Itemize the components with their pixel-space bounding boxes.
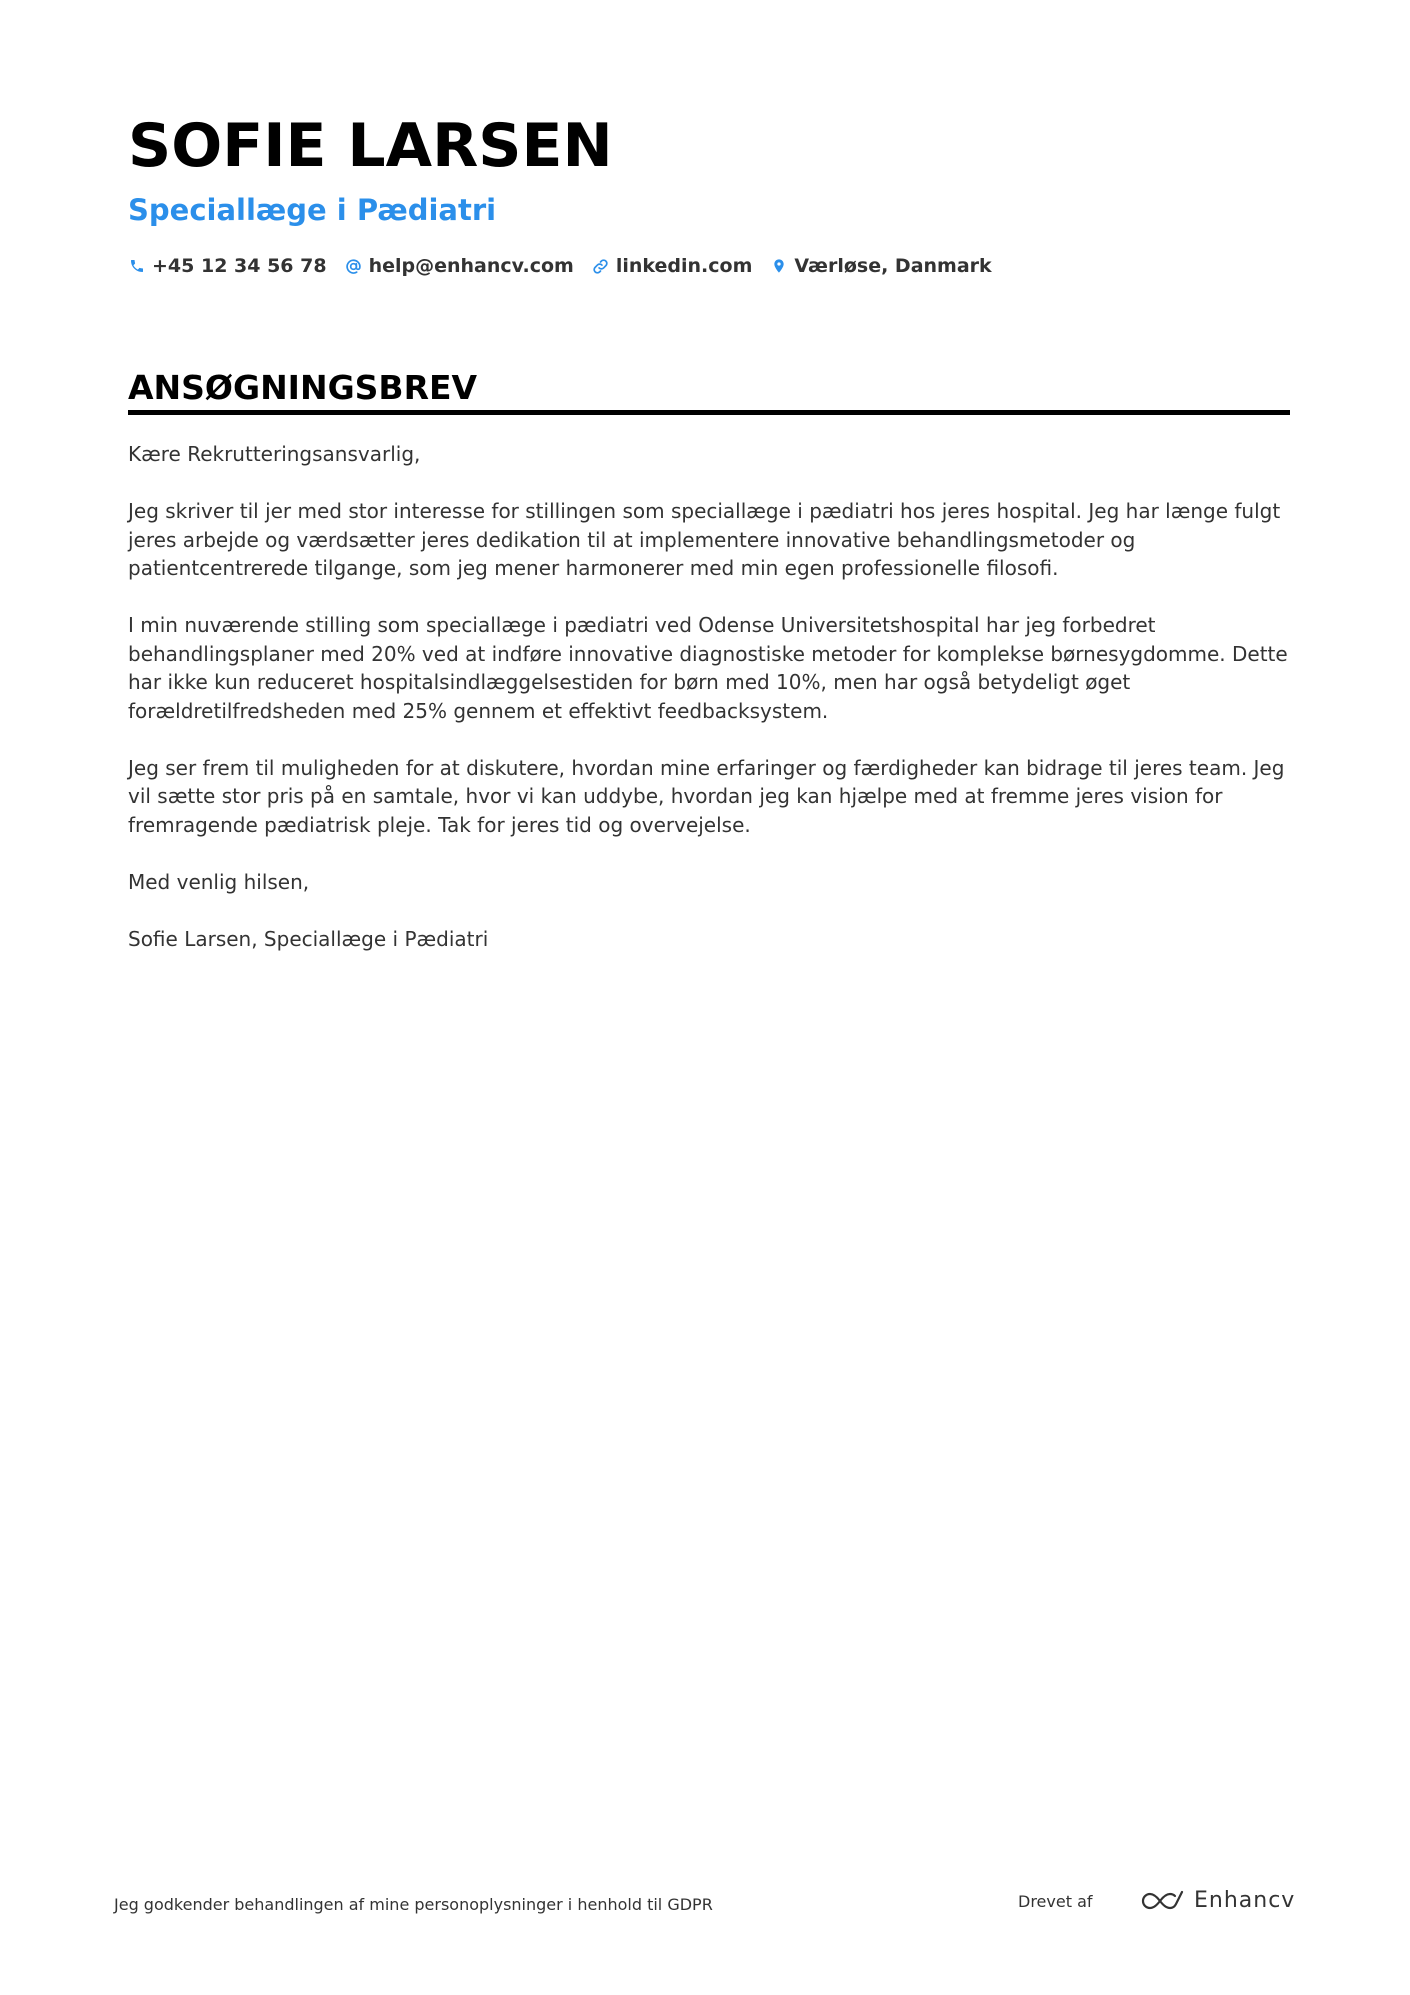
- contact-bar: [128, 252, 1010, 280]
- section-divider: [128, 410, 1290, 415]
- letter-signature: Sofie Larsen, Speciallæge i Pædiatri: [128, 926, 489, 951]
- letter-closing: Med venlig hilsen,: [128, 869, 310, 894]
- section-title: ANSØGNINGSBREV: [128, 368, 478, 407]
- contact-phone[interactable]: [128, 252, 327, 280]
- brand-name: Enhancv: [1194, 1888, 1296, 1913]
- phone-number: +45 12 34 56 78: [152, 255, 327, 277]
- powered-by-label: Drevet af: [1018, 1892, 1093, 1911]
- contact-location: [770, 252, 991, 280]
- contact-linkedin[interactable]: [592, 252, 753, 280]
- applicant-title: Speciallæge i Pædiatri: [128, 193, 497, 227]
- contact-email[interactable]: [345, 252, 574, 280]
- gdpr-consent-text: Jeg godkender behandlingen af mine personoplysninger i henhold til GDPR: [114, 1895, 713, 1914]
- letter-body: [128, 440, 1290, 982]
- phone-icon: [128, 257, 146, 275]
- link-icon: [592, 257, 610, 275]
- email-address: help@enhancv.com: [368, 255, 574, 277]
- letter-greeting: Kære Rekrutteringsansvarlig,: [128, 442, 421, 466]
- applicant-name: SOFIE LARSEN: [128, 111, 613, 181]
- location: Værløse, Danmark: [794, 255, 992, 277]
- location-pin-icon: [770, 257, 788, 275]
- letter-paragraph: I min nuværende stilling som speciallæge i pædiatri ved Odense Universitetshospital har jeg forbedret behandlingsplaner med 20% ved at indføre innovative diagnostiske metoder for komplekse børnesygdomme. Dette har ikke kun reduceret hospitalsindlæggelsestiden for børn med 10%, men har også betydeligt øget forældretilfredsheden med 25% gennem et effektivt feedbacksystem.: [128, 613, 1288, 723]
- linkedin-link: linkedin.com: [615, 255, 753, 277]
- at-icon: [345, 257, 363, 275]
- letter-paragraph: Jeg skriver til jer med stor interesse for stillingen som speciallæge i pædiatri hos jeres hospital. Jeg har længe fulgt jeres arbejde og værdsætter jeres dedikation til at implementere innovative behandlingsmetoder og patientcentrerede tilgange, som jeg mener harmonerer med min egen professionelle filosofi.: [128, 499, 1281, 580]
- enhancv-logo-icon: [1138, 1887, 1186, 1915]
- letter-paragraph: Jeg ser frem til muligheden for at diskutere, hvordan mine erfaringer og færdigheder kan bidrage til jeres team. Jeg vil sætte stor pris på en samtale, hvor vi kan uddybe, hvordan jeg kan hjælpe med at fremme jeres vision for fremragende pædiatrisk pleje. Tak for jeres tid og overvejelse.: [128, 755, 1285, 837]
- enhancv-brand[interactable]: [1138, 1887, 1295, 1915]
